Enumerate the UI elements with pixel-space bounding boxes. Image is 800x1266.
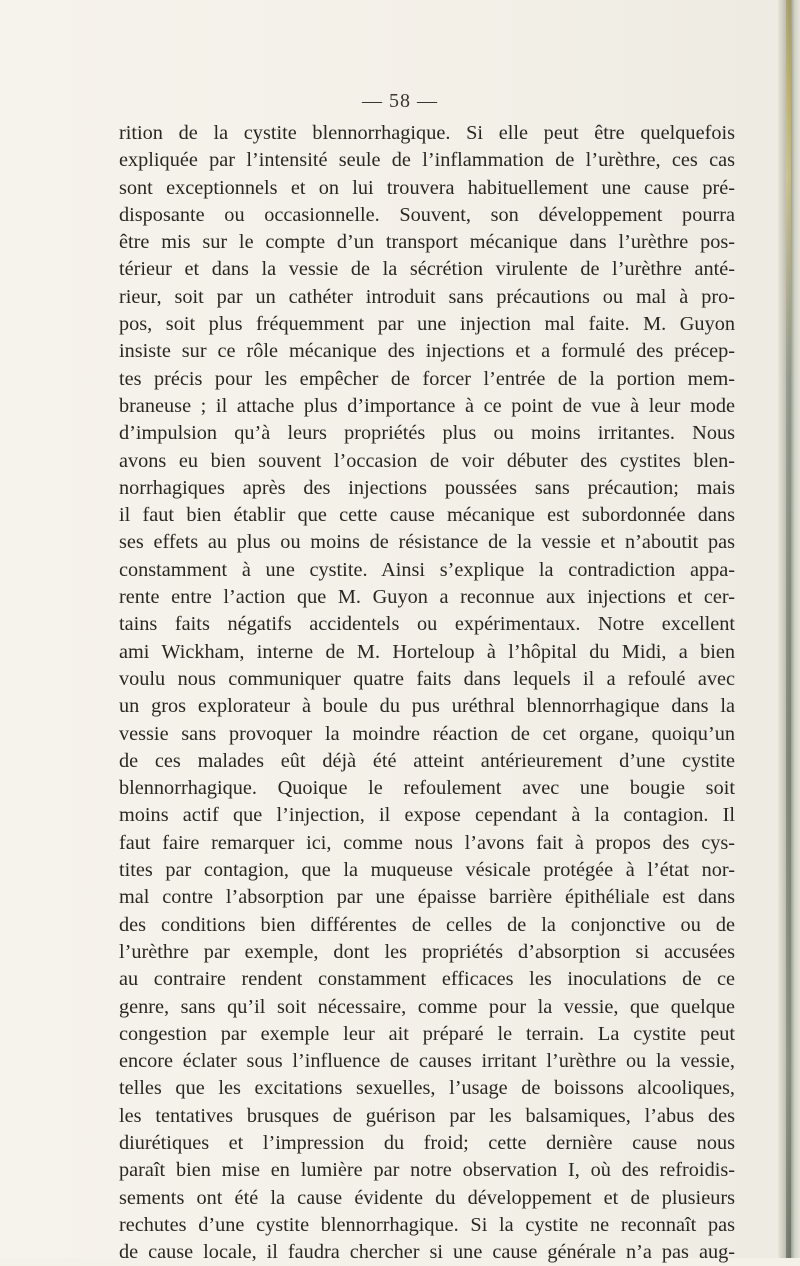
text-line: au contraire rendent constamment efficaces les inoculations de ce <box>119 968 735 991</box>
text-line: l’urèthre par exemple, dont les propriétés d’absorption si accusées <box>119 940 735 963</box>
text-line: insiste sur ce rôle mécanique des injections et a formulé des précep- <box>119 340 735 363</box>
text-line: telles que les excitations sexuelles, l’usage de boissons alcooliques, <box>119 1077 735 1100</box>
text-line: de cause locale, il faudra chercher si une cause générale n’a pas aug- <box>119 1241 735 1264</box>
text-line: genre, sans qu’il soit nécessaire, comme pour la vessie, que quelque <box>119 995 735 1018</box>
text-line: constamment à une cystite. Ainsi s’explique la contradiction appa- <box>119 558 735 581</box>
text-line: expliquée par l’intensité seule de l’inflammation de l’urèthre, ces cas <box>119 149 735 172</box>
text-line: rechutes d’une cystite blennorrhagique. Si la cystite ne reconnaît pas <box>119 1213 735 1236</box>
text-line: térieur et dans la vessie de la sécrétion virulente de l’urèthre anté- <box>119 258 735 281</box>
text-line: un gros explorateur à boule du pus uréthral blennorrhagique dans la <box>119 695 735 718</box>
text-line: braneuse ; il attache plus d’importance à ce point de vue à leur mode <box>119 394 735 417</box>
text-line: rieur, soit par un cathéter introduit sans précautions ou mal à pro- <box>119 285 735 308</box>
text-line: les tentatives brusques de guérison par les balsamiques, l’abus des <box>119 1104 735 1127</box>
text-line: congestion par exemple leur ait préparé le terrain. La cystite peut <box>119 1022 735 1045</box>
text-line: ses effets au plus ou moins de résistance de la vessie et n’aboutit pas <box>119 531 735 554</box>
text-line: de ces malades eût déjà été atteint antérieurement d’une cystite <box>119 749 735 772</box>
body-text <box>119 120 735 1266</box>
text-line: sements ont été la cause évidente du développement et de plusieurs <box>119 1186 735 1209</box>
text-line: avons eu bien souvent l’occasion de voir débuter des cystites blen- <box>119 449 735 472</box>
page-number: — 58 — <box>362 90 438 112</box>
text-line: ami Wickham, interne de M. Horteloup à l’hôpital du Midi, a bien <box>119 640 735 663</box>
text-line: paraît bien mise en lumière par notre observation I, où des refroidis- <box>119 1159 735 1182</box>
text-line: encore éclater sous l’influence de causes irritant l’urèthre ou la vessie, <box>119 1050 735 1073</box>
text-line: moins actif que l’injection, il expose cependant à la contagion. Il <box>119 804 735 827</box>
binding-strip <box>786 0 791 1258</box>
text-line: tites par contagion, que la muqueuse vésicale protégée à l’état nor- <box>119 859 735 882</box>
text-line: des conditions bien différentes de celles de la conjonctive ou de <box>119 913 735 936</box>
text-line: vessie sans provoquer la moindre réaction de cet organe, quoiqu’un <box>119 722 735 745</box>
text-line: être mis sur le compte d’un transport mécanique dans l’urèthre pos- <box>119 231 735 254</box>
text-line: norrhagiques après des injections poussées sans précaution; mais <box>119 476 735 499</box>
text-line: tains faits négatifs accidentels ou expérimentaux. Notre excellent <box>119 613 735 636</box>
text-line: blennorrhagique. Quoique le refoulement avec une bougie soit <box>119 777 735 800</box>
text-line: rition de la cystite blennorrhagique. Si elle peut être quelquefois <box>119 122 735 144</box>
text-line: voulu nous communiquer quatre faits dans lequels il a refoulé avec <box>119 667 735 690</box>
text-line: mal contre l’absorption par une épaisse barrière épithéliale est dans <box>119 886 735 909</box>
text-line: rente entre l’action que M. Guyon a reconnue aux injections et cer- <box>119 586 735 609</box>
text-line: diurétiques et l’impression du froid; cette dernière cause nous <box>119 1131 735 1154</box>
text-line: tes précis pour les empêcher de forcer l’entrée de la portion mem- <box>119 367 735 390</box>
text-line: d’impulsion qu’à leurs propriétés plus ou moins irritantes. Nous <box>119 422 735 445</box>
text-line: pos, soit plus fréquemment par une injection mal faite. M. Guyon <box>119 313 735 336</box>
text-line: disposante ou occasionnelle. Souvent, son développement pourra <box>119 203 735 226</box>
text-line: faut faire remarquer ici, comme nous l’avons fait à propos des cys- <box>119 831 735 854</box>
text-line: il faut bien établir que cette cause mécanique est subordonnée dans <box>119 504 735 527</box>
text-line: sont exceptionnels et on lui trouvera habituellement une cause pré- <box>119 176 735 199</box>
